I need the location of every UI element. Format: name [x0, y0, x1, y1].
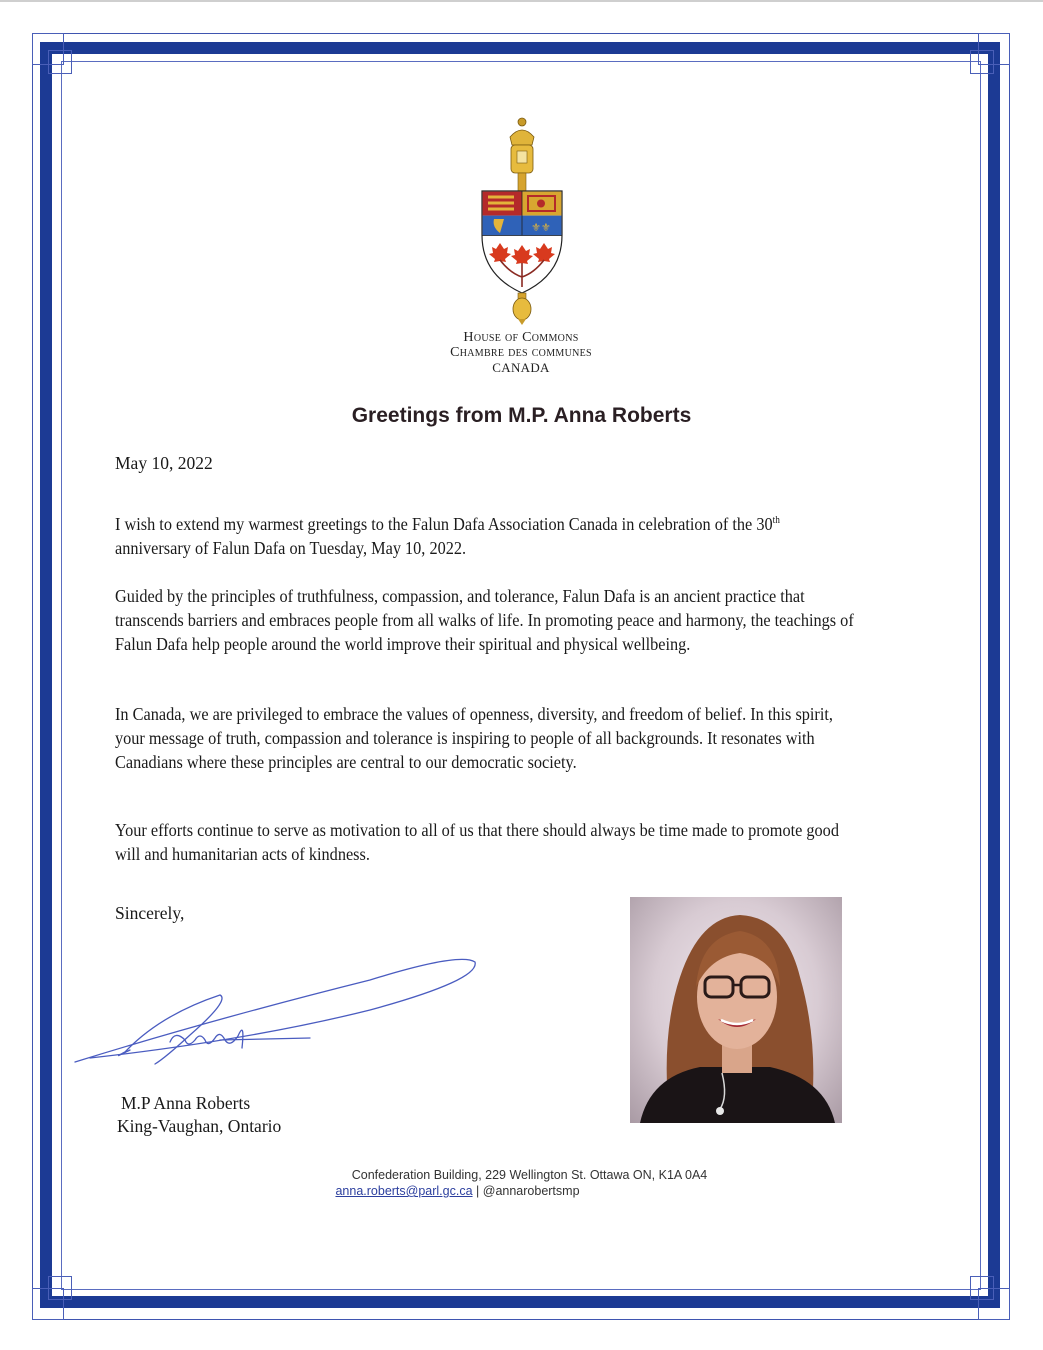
paragraph-1-text-b: anniversary of Falun Dafa on Tuesday, May 10, 2022. — [115, 538, 467, 558]
institution-country: CANADA — [492, 360, 550, 375]
border-band-top — [40, 42, 1000, 54]
closing: Sincerely, — [115, 903, 185, 923]
portrait-photo — [630, 897, 842, 1123]
corner-ornament-top-right-inner — [970, 50, 994, 74]
social-handle: @annarobertsmp — [482, 1184, 580, 1198]
paragraph-3 — [115, 702, 859, 774]
email-link[interactable]: anna.roberts@parl.gc.ca — [335, 1184, 473, 1198]
paragraph-1-text-a: I wish to extend my warmest greetings to the Falun Dafa Association Canada in celebration of the 30 — [115, 514, 773, 534]
signer-name: M.P Anna Roberts — [121, 1093, 251, 1113]
svg-text:⚜⚜: ⚜⚜ — [531, 221, 551, 234]
border-band-right — [988, 42, 1000, 1308]
institution-name — [380, 330, 662, 375]
signature-icon — [70, 940, 490, 1080]
corner-ornament-top-left-inner — [48, 50, 72, 74]
institution-line-en: House of Commons — [463, 330, 579, 345]
footer-separator: | — [472, 1184, 483, 1198]
footer-contact — [0, 1184, 979, 1198]
signer-riding: King-Vaughan, Ontario — [117, 1116, 282, 1136]
scan-edge — [0, 0, 1043, 2]
person-portrait-icon — [630, 897, 842, 1123]
paragraph-4 — [115, 818, 859, 866]
paragraph-2-text: Guided by the principles of truthfulness, compassion, and tolerance, Falun Dafa is an ancient practice that transcends barriers and embraces people from all walks of life. In promoting peace and harmony, the teachings of Falun Dafa help people around the world improve their spiritual and physical wellbeing. — [115, 586, 854, 654]
paragraph-3-text: In Canada, we are privileged to embrace the values of openness, diversity, and freedom of belief. In this spirit, your message of truth, compassion and tolerance is inspiring to people of all backgrounds. It resonates with Canadians where these principles are central to our democratic society. — [115, 704, 833, 772]
border-band-bottom — [40, 1296, 1000, 1308]
letter-date: May 10, 2022 — [115, 453, 213, 473]
paragraph-4-text: Your efforts continue to serve as motivation to all of us that there should always be time made to promote good will and humanitarian acts of kindness. — [115, 820, 839, 864]
paragraph-1 — [115, 512, 859, 560]
corner-ornament-bottom-left-inner — [48, 1276, 72, 1300]
corner-ornament-bottom-right-inner — [970, 1276, 994, 1300]
ordinal-suffix: th — [772, 515, 780, 526]
letter-title: Greetings from M.P. Anna Roberts — [351, 404, 692, 427]
institution-line-fr: Chambre des communes — [450, 345, 592, 360]
footer-address: Confederation Building, 229 Wellington St. Ottawa ON, K1A 0A4 — [351, 1168, 708, 1182]
border-band-left — [40, 42, 52, 1308]
house-of-commons-crest-icon — [470, 115, 574, 325]
paragraph-2 — [115, 584, 859, 656]
